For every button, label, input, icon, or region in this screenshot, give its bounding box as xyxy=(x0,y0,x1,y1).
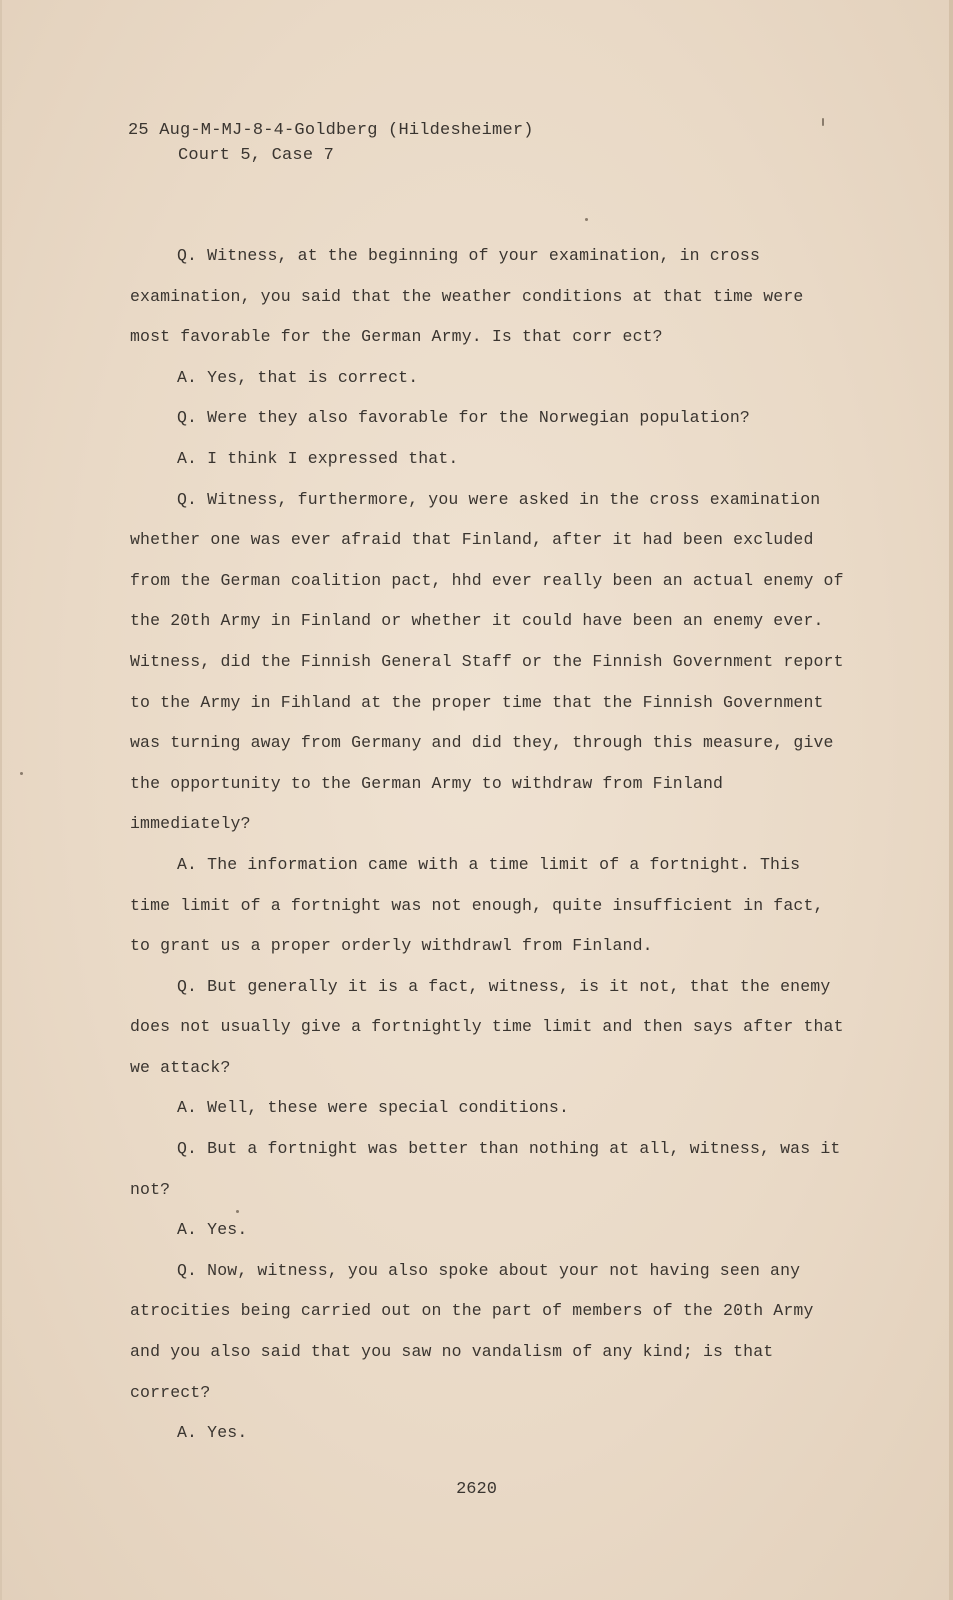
paper-speck xyxy=(236,1210,239,1213)
question-text: But a fortnight was better than nothing at all, witness, was it not? xyxy=(130,1139,841,1199)
paper-speck xyxy=(822,118,824,126)
answer-paragraph xyxy=(130,439,850,480)
answer-text: The information came with a time limit of a fortnight. This time limit of a fortnight was not enough, quite insufficient in fact, to grant us a proper orderly withdrawl from Finland. xyxy=(130,854,824,956)
question-text: But generally it is a fact, witness, is it not, that the enemy does not usually give a fortnightly time limit and then says after that we attack? xyxy=(130,976,844,1077)
answer-text: Yes, that is correct. xyxy=(207,367,419,387)
question-paragraph xyxy=(130,236,850,358)
answer-text: Well, these were special conditions. xyxy=(207,1098,570,1118)
answer-paragraph xyxy=(130,845,850,967)
paper-speck xyxy=(585,218,588,221)
question-text: Witness, furthermore, you were asked in the cross examination whether one was ever afraid that Finland, after it had been excluded from the German coalition pact, hhd ever really been an actual enemy of the 20th Army in Finland or whether it could have been an enemy ever. Witness, did the Finnish General Staff or the Finnish Government report to the Army in Fihland at the proper time that the Finnish Government was turning away from Germany and did they, through this measure, give the opportunity to the German Army to withdraw from Finland immediately? xyxy=(130,489,844,834)
case-reference: 25 Aug-M-MJ-8-4-Goldberg (Hildesheimer) xyxy=(128,121,534,140)
question-paragraph xyxy=(130,1129,850,1210)
question-marker: Q. xyxy=(177,1260,198,1280)
answer-paragraph xyxy=(130,1210,850,1251)
question-text: Witness, at the beginning of your examination, in cross examination, you said that the weather conditions at that time were most favorable for the German Army. Is that corr ect? xyxy=(130,246,804,347)
question-marker: Q. xyxy=(177,1139,198,1159)
question-paragraph xyxy=(130,967,850,1089)
question-text: Were they also favorable for the Norwegian population? xyxy=(207,408,750,428)
document-header xyxy=(128,118,534,168)
question-marker: Q. xyxy=(177,976,198,996)
answer-marker: A. xyxy=(177,1423,198,1443)
question-text: Now, witness, you also spoke about your not having seen any atrocities being carried out on the part of members of the 20th Army and you also said that you saw no vandalism of any kind; is that correct? xyxy=(130,1260,814,1402)
answer-text: I think I expressed that. xyxy=(207,448,459,468)
question-marker: Q. xyxy=(177,246,198,265)
answer-text: Yes. xyxy=(207,1423,248,1443)
question-marker: Q. xyxy=(177,408,198,428)
answer-marker: A. xyxy=(177,1220,198,1240)
page-number: 2620 xyxy=(456,1480,497,1499)
answer-paragraph xyxy=(130,1088,850,1129)
answer-marker: A. xyxy=(177,448,198,468)
question-paragraph xyxy=(130,1251,850,1413)
transcript-body xyxy=(130,236,850,1454)
answer-marker: A. xyxy=(177,1098,198,1118)
question-paragraph xyxy=(130,398,850,439)
answer-marker: A. xyxy=(177,854,198,874)
court-case-line: Court 5, Case 7 xyxy=(178,146,335,165)
question-paragraph xyxy=(130,480,850,845)
answer-marker: A. xyxy=(177,367,198,387)
answer-text: Yes. xyxy=(207,1220,248,1240)
paper-speck xyxy=(20,772,23,775)
answer-paragraph xyxy=(130,358,850,399)
answer-paragraph xyxy=(130,1413,850,1454)
question-marker: Q. xyxy=(177,489,198,509)
